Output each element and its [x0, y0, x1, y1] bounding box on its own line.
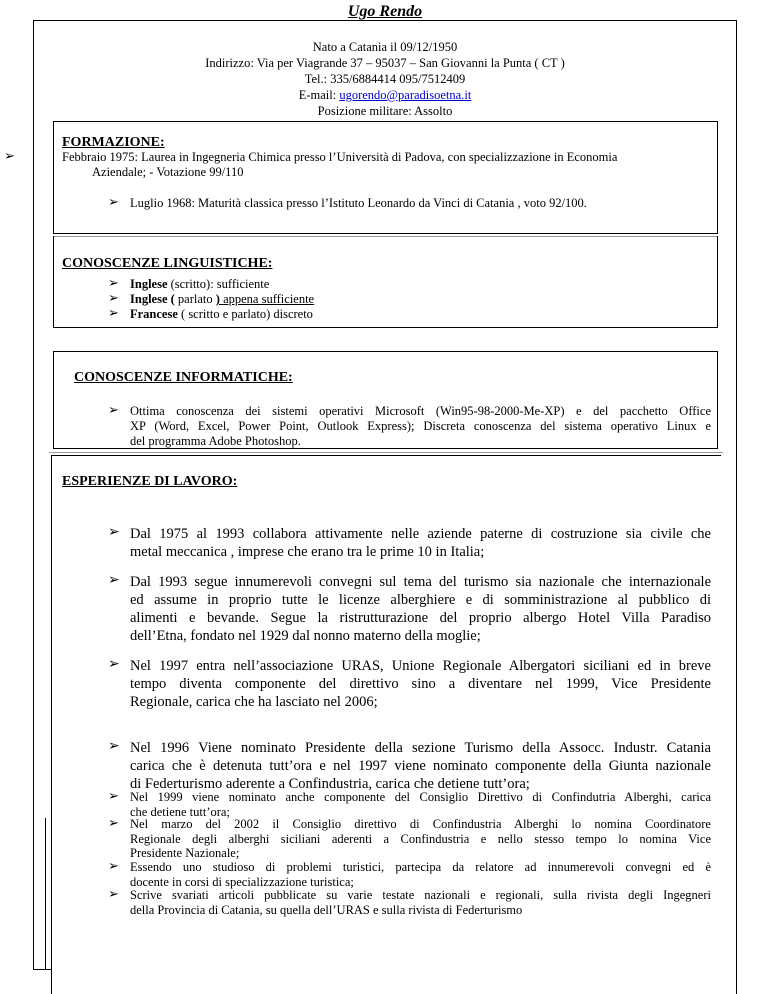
experience-line: Regionale degli alberghi siciliani aderenti a Confindustria e nello stesso tempo lo nomina Vice: [130, 831, 711, 846]
experience-line: tempo diventa componente del direttivo sino a diventare nel 1999, Vice Presidente: [130, 676, 711, 692]
experience-line: dell’Etna, fondato nel 1929 dal nonno materno della moglie;: [130, 628, 481, 644]
bullet-arrow-icon: ➢: [108, 524, 120, 540]
bullet-arrow-icon: ➢: [108, 887, 119, 902]
experience-line: Dal 1975 al 1993 collabora attivamente nelle aziende paterne di costruzione sia civile che: [130, 526, 711, 542]
lingua-item: Inglese ( parlato ) appena sufficiente: [130, 292, 315, 306]
lingue-box-bottom: [53, 327, 718, 328]
informatica-title: CONOSCENZE INFORMATICHE:: [74, 370, 293, 385]
experience-item: [130, 888, 711, 917]
informatica-box-right: [717, 351, 718, 449]
experience-line: Presidente Nazionale;: [130, 846, 240, 860]
experience-item: [130, 817, 711, 861]
formazione-box-bottom: [53, 233, 718, 234]
experience-line: docente in corsi di specializzazione turistica;: [130, 874, 354, 889]
experience-item: [130, 860, 711, 889]
esperienze-box-left-outer: [45, 818, 46, 969]
frame-bottom-left: [33, 969, 52, 970]
formazione-box-top: [53, 121, 718, 122]
experience-line: di Federturismo aderente a Confindustria, carica che detiene tutt’ora;: [130, 776, 530, 792]
formazione-title: FORMAZIONE:: [62, 135, 165, 150]
lingua-item: Francese ( scritto e parlato) discreto: [130, 307, 313, 321]
lingue-box-top: [53, 236, 718, 237]
bullet-arrow-icon: ➢: [108, 276, 119, 291]
experience-line: ed assume in proprio tutte le licenze alberghiere e di somministrazione al pubblico di: [130, 592, 711, 608]
email-label: E-mail:: [298, 88, 340, 102]
phone-info: Tel.: 335/6884414 095/7512409: [304, 72, 466, 86]
experience-item: [130, 525, 711, 561]
bullet-arrow-icon: ➢: [108, 789, 119, 804]
formazione-item1-line2: Aziendale; - Votazione 99/110: [92, 165, 244, 179]
person-name: Ugo Rendo: [347, 3, 423, 20]
informatica-box-top: [53, 351, 718, 352]
experience-line: carica che è detenuta tutt’ora e nel 1997 viene nominato componente della Giunta nazionale: [130, 758, 711, 774]
esperienze-title: ESPERIENZE DI LAVORO:: [62, 474, 238, 489]
frame-left-line: [33, 20, 34, 970]
esperienze-box-left: [51, 455, 52, 994]
experience-item: [130, 657, 711, 711]
lingua-item: Inglese (scritto): sufficiente: [130, 277, 270, 291]
experience-line: Nel 1996 Viene nominato Presidente della sezione Turismo della Assocc. Industr. Catania: [130, 740, 711, 756]
experience-line: che detiene tutt’ora;: [130, 804, 230, 819]
experience-line: della Provincia di Catania, su quella dell’URAS e sulla rivista di Federturismo: [130, 902, 523, 917]
bullet-arrow-icon: ➢: [108, 291, 119, 306]
informatica-text: Ottima conoscenza dei sistemi operativi Microsoft (Win95-98-2000-Me-XP) e del pacchetto Office XP (Word, Excel, Power Point, Outlook Express); Discreta conoscenza del sistema operativo Linux e del programma Adobe Photoshop.: [130, 404, 711, 448]
bullet-arrow-icon: ➢: [108, 306, 119, 321]
address-info: Indirizzo: Via per Viagrande 37 – 95037 – San Giovanni la Punta ( CT ): [205, 56, 565, 70]
bullet-arrow-icon: ➢: [108, 656, 120, 672]
experience-line: metal meccanica , imprese che erano tra le prime 10 in Italia;: [130, 544, 485, 560]
experience-line: Essendo uno studioso di problemi turistici, partecipa da relatore ad innumerevoli convegni ed è: [130, 860, 711, 874]
experience-item: [130, 790, 711, 819]
esperienze-box-top-gray: [49, 452, 723, 453]
experience-line: Nel 1999 viene nominato anche componente del Consiglio Direttivo di Confindutria Alberghi, carica: [130, 790, 711, 804]
experience-item: [130, 739, 711, 793]
experience-line: Nel marzo del 2002 il Consiglio direttivo di Confindustria Alberghi lo nomina Coordinatore: [130, 817, 711, 831]
experience-line: alimenti e bevande. Segue la ristrutturazione del proprio albergo Hotel Villa Paradiso: [130, 610, 711, 626]
military-info: Posizione militare: Assolto: [317, 104, 453, 118]
margin-arrow-icon: ➢: [4, 149, 15, 164]
bullet-arrow-icon: ➢: [108, 738, 120, 754]
formazione-item1-line1: Febbraio 1975: Laurea in Ingegneria Chimica presso l’Università di Padova, con specializzazione in Economia: [62, 150, 618, 164]
experience-line: Scrive svariati articoli pubblicate su varie testate nazionali e regionali, sulla rivista degli Ingegneri: [130, 888, 711, 902]
bullet-arrow-icon: ➢: [108, 859, 119, 874]
bullet-arrow-icon: ➢: [108, 572, 120, 588]
experience-line: Regionale, carica che ha lasciato nel 2006;: [130, 694, 378, 710]
lingue-box-left: [53, 236, 54, 328]
email-row: [33, 88, 737, 103]
experience-item: [130, 573, 711, 645]
lingue-title: CONOSCENZE LINGUISTICHE:: [62, 256, 273, 271]
bullet-arrow-icon: ➢: [108, 816, 119, 831]
lingue-box-right: [717, 236, 718, 328]
email-link[interactable]: ugorendo@paradisoetna.it: [339, 88, 472, 102]
esperienze-box-top: [51, 455, 721, 456]
frame-right-line: [736, 20, 737, 994]
bullet-arrow-icon: ➢: [108, 195, 119, 210]
birth-info: Nato a Catania il 09/12/1950: [312, 40, 458, 54]
bullet-arrow-icon: ➢: [108, 403, 119, 418]
formazione-box-left: [53, 121, 54, 234]
experience-line: Dal 1993 segue innumerevoli convegni sul tema del turismo sia nazionale che internazionale: [130, 574, 711, 590]
informatica-box-left: [53, 351, 54, 449]
formazione-item2: Luglio 1968: Maturità classica presso l’Istituto Leonardo da Vinci di Catania , voto 92/100.: [130, 196, 587, 210]
experience-line: Nel 1997 entra nell’associazione URAS, Unione Regionale Albergatori siciliani ed in breve: [130, 658, 711, 674]
formazione-box-right: [717, 121, 718, 234]
